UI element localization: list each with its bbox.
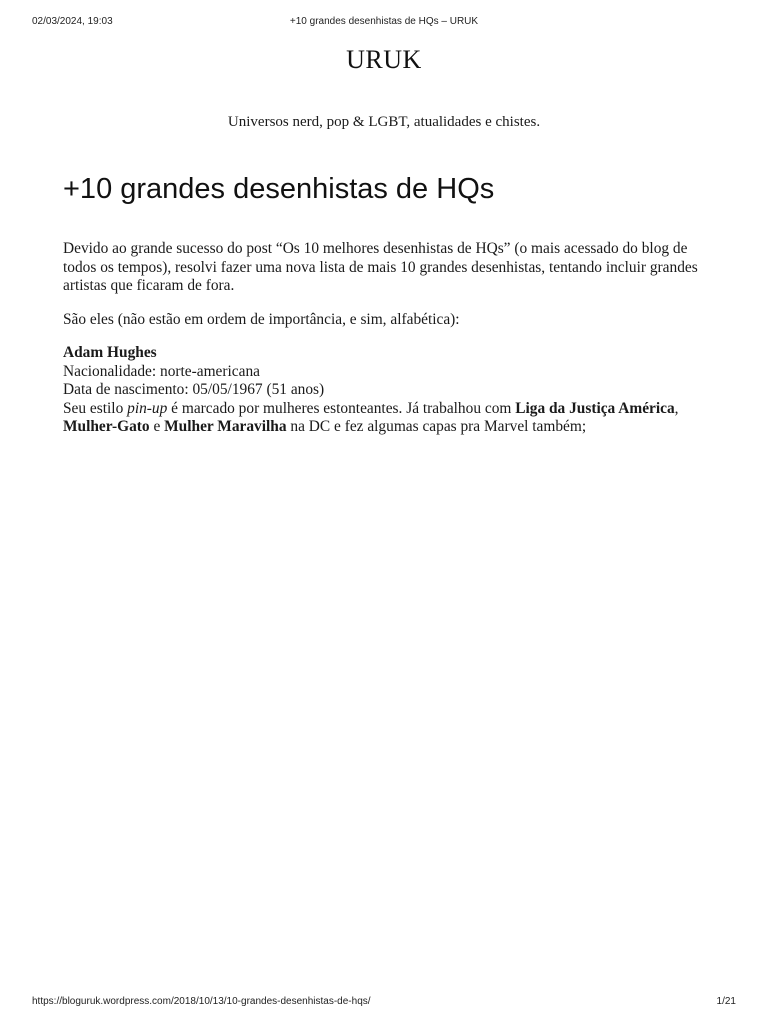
artist-birth: Data de nascimento: 05/05/1967 (51 anos) (63, 381, 325, 398)
work-title: Liga da Justiça América (515, 399, 675, 417)
print-page-title: +10 grandes desenhistas de HQs – URUK (289, 16, 479, 27)
work-title: Mulher-Gato (63, 418, 150, 435)
post-title: +10 grandes desenhistas de HQs (63, 173, 495, 205)
print-url[interactable]: https://bloguruk.wordpress.com/2018/10/13/10-grandes-desenhistas-de-hqs/ (32, 996, 371, 1007)
site-title[interactable]: URUK (346, 45, 422, 74)
page-number: 1/21 (716, 996, 736, 1007)
print-header (0, 16, 768, 30)
artist-name: Adam Hughes (63, 344, 157, 361)
work-title: Mulher Maravilha (164, 418, 287, 435)
post-content (63, 240, 713, 452)
list-intro-paragraph: São eles (não estão em ordem de importância, e sim, alfabética): (63, 310, 460, 328)
artist-entry (63, 344, 713, 437)
intro-paragraph: Devido ao grande sucesso do post “Os 10 melhores desenhistas de HQs” (o mais acessado do blog de todos os tempos), resolvi fazer uma nova lista de mais 10 grandes desenhistas, tentando incluir grandes artistas que ficaram de fora. (63, 240, 698, 294)
print-footer (0, 996, 768, 1010)
artist-description: Seu estilo pin-up é marcado por mulheres estonteantes. Já trabalhou com Liga da Justiça América, Mulher-Gato e Mulher Maravilha na DC e fez algumas capas pra Marvel também; (63, 399, 679, 435)
artist-nationality: Nacionalidade: norte-americana (63, 362, 260, 380)
print-datetime: 02/03/2024, 19:03 (32, 16, 113, 27)
site-tagline: Universos nerd, pop & LGBT, atualidades e chistes. (227, 114, 541, 130)
style-term: pin-up (127, 399, 168, 417)
